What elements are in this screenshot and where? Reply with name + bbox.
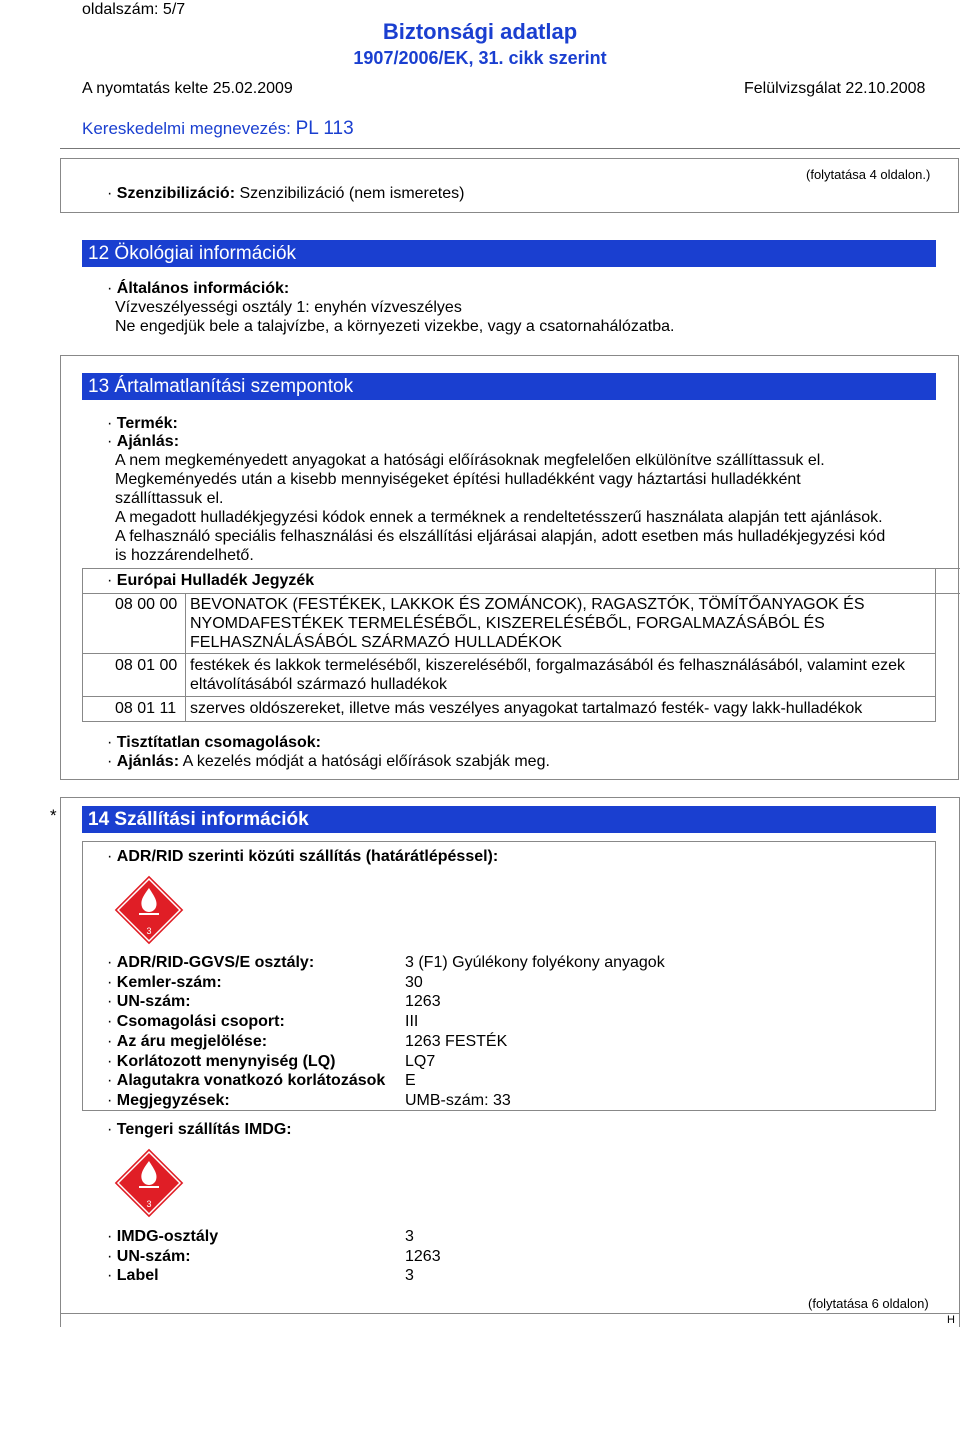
flammable-placard-icon bbox=[113, 874, 185, 946]
adr-label: · Kemler-szám: bbox=[107, 973, 222, 992]
ewc-code: 08 01 00 bbox=[115, 657, 178, 674]
print-date: A nyomtatás kelte 25.02.2009 bbox=[82, 80, 293, 97]
trade-name-label: Kereskedelmi megnevezés: bbox=[82, 119, 291, 138]
adr-label: · ADR/RID-GGVS/E osztály: bbox=[107, 953, 314, 972]
adr-value: 3 (F1) Gyúlékony folyékony anyagok bbox=[405, 954, 665, 971]
uncleaned-rec-label: · Ajánlás: bbox=[107, 753, 179, 770]
section-14-header: 14 Szállítási információk bbox=[82, 806, 936, 833]
ewc-desc: festékek és lakkok termeléséből, kiszereléséből, forgalmazásából és felhasználásából, valamint ezek eltávolításából származó hulladékok bbox=[190, 657, 906, 693]
adr-value: III bbox=[405, 1013, 419, 1030]
imdg-value: 1263 bbox=[405, 1248, 441, 1265]
disposal-line: szállíttassuk el. bbox=[115, 490, 224, 507]
uncleaned-recommendation bbox=[107, 752, 550, 771]
adr-label: · Korlátozott menynyiség (LQ) bbox=[107, 1052, 335, 1071]
disposal-line: A megadott hulladékjegyzési kódok ennek a terméknek a rendeltetésszerű használata alapján tett ajánlások. bbox=[115, 509, 883, 526]
trade-name-value: PL 113 bbox=[295, 118, 354, 139]
section-14-left-rule bbox=[60, 797, 61, 1327]
footer-rule bbox=[60, 1313, 960, 1314]
imdg-value: 3 bbox=[405, 1267, 414, 1284]
adr-label: · Alagutakra vonatkozó korlátozások bbox=[107, 1071, 385, 1090]
adr-value: 1263 FESTÉK bbox=[405, 1033, 508, 1050]
imdg-label: · Label bbox=[107, 1266, 159, 1285]
disposal-line: Megkeményedés után a kisebb mennyiségeket építési hulladékként vagy háztartási hulladékként bbox=[115, 471, 801, 488]
adr-label: · UN-szám: bbox=[107, 992, 191, 1011]
ewc-desc: szerves oldószereket, illetve más veszélyes anyagokat tartalmazó festék- vagy lakk-hulladékok bbox=[190, 700, 863, 717]
uncleaned-rec-value: A kezelés módját a hatósági előírások szabják meg. bbox=[182, 753, 550, 770]
revision-date: Felülvizsgálat 22.10.2008 bbox=[744, 80, 926, 97]
footer-mark: H bbox=[947, 1314, 955, 1326]
imdg-title: · Tengeri szállítás IMDG: bbox=[107, 1120, 292, 1139]
section-12-header: 12 Ökológiai információk bbox=[82, 240, 936, 267]
section-13-header: 13 Ártalmatlanítási szempontok bbox=[82, 373, 936, 400]
imdg-label: · IMDG-osztály bbox=[107, 1227, 218, 1246]
recommendation-label: · Ajánlás: bbox=[107, 432, 179, 451]
section-14-top-rule bbox=[60, 797, 960, 798]
adr-value: 1263 bbox=[405, 993, 441, 1010]
adr-label: · Csomagolási csoport: bbox=[107, 1012, 285, 1031]
document-subtitle: 1907/2006/EK, 31. cikk szerint bbox=[353, 48, 607, 68]
adr-value: LQ7 bbox=[405, 1053, 436, 1070]
placard-class-number: 3 bbox=[146, 1199, 152, 1209]
flammable-placard-icon bbox=[113, 1147, 185, 1219]
header-divider bbox=[60, 148, 960, 149]
adr-value: 30 bbox=[405, 974, 423, 991]
eco-line: Vízveszélyességi osztály 1: enyhén vízveszélyes bbox=[115, 299, 462, 316]
adr-label: · Az áru megjelölése: bbox=[107, 1032, 267, 1051]
product-label: · Termék: bbox=[107, 414, 178, 433]
ewc-title: · Európai Hulladék Jegyzék bbox=[107, 571, 314, 590]
adr-value: E bbox=[405, 1072, 416, 1089]
change-marker: * bbox=[50, 806, 57, 825]
uncleaned-label: · Tisztítatlan csomagolások: bbox=[107, 733, 321, 752]
adr-value: UMB-szám: 33 bbox=[405, 1092, 511, 1109]
ewc-code: 08 00 00 bbox=[115, 596, 178, 613]
disposal-line: is hozzárendelhető. bbox=[115, 547, 254, 564]
sensitization-label: · Szenzibilizáció: bbox=[107, 185, 235, 202]
trade-name bbox=[82, 118, 354, 140]
ewc-code: 08 01 11 bbox=[115, 700, 177, 717]
general-info-label: · Általános információk: bbox=[107, 279, 289, 298]
imdg-value: 3 bbox=[405, 1228, 414, 1245]
placard-class-number: 3 bbox=[146, 926, 152, 936]
adr-label: · Megjegyzések: bbox=[107, 1091, 230, 1110]
continued-to: (folytatása 6 oldalon) bbox=[808, 1296, 929, 1311]
disposal-line: A felhasználó speciális felhasználási és elszállítási eljárásai alapján, adott esetben más hulladékjegyzési kód bbox=[115, 528, 886, 545]
continued-from: (folytatása 4 oldalon.) bbox=[806, 167, 931, 182]
imdg-label: · UN-szám: bbox=[107, 1247, 191, 1266]
ewc-desc: BEVONATOK (FESTÉKEK, LAKKOK ÉS ZOMÁNCOK), RAGASZTÓK, TÖMÍTŐANYAGOK ÉS NYOMDAFESTÉKEK TERMELÉSÉBŐL, KISZERELÉSÉBŐL, FORGALMAZÁSÁBÓL ÉS FELHASZNÁLÁSÁBÓL SZÁRMAZÓ HULLADÉKOK bbox=[190, 596, 865, 651]
document-title: Biztonsági adatlap bbox=[382, 19, 578, 44]
sensitization-value: Szenzibilizáció (nem ismeretes) bbox=[239, 185, 465, 202]
disposal-line: A nem megkeményedett anyagokat a hatósági előírásoknak megfelelően elkülönítve szállíttassuk el. bbox=[115, 452, 825, 469]
eco-line: Ne engedjük bele a talajvízbe, a környezeti vizekbe, vagy a csatornahálózatba. bbox=[115, 318, 675, 335]
page-number: oldalszám: 5/7 bbox=[82, 1, 186, 18]
adr-title: · ADR/RID szerinti közúti szállítás (határátlépéssel): bbox=[107, 847, 498, 866]
sensitization-row bbox=[107, 184, 464, 203]
